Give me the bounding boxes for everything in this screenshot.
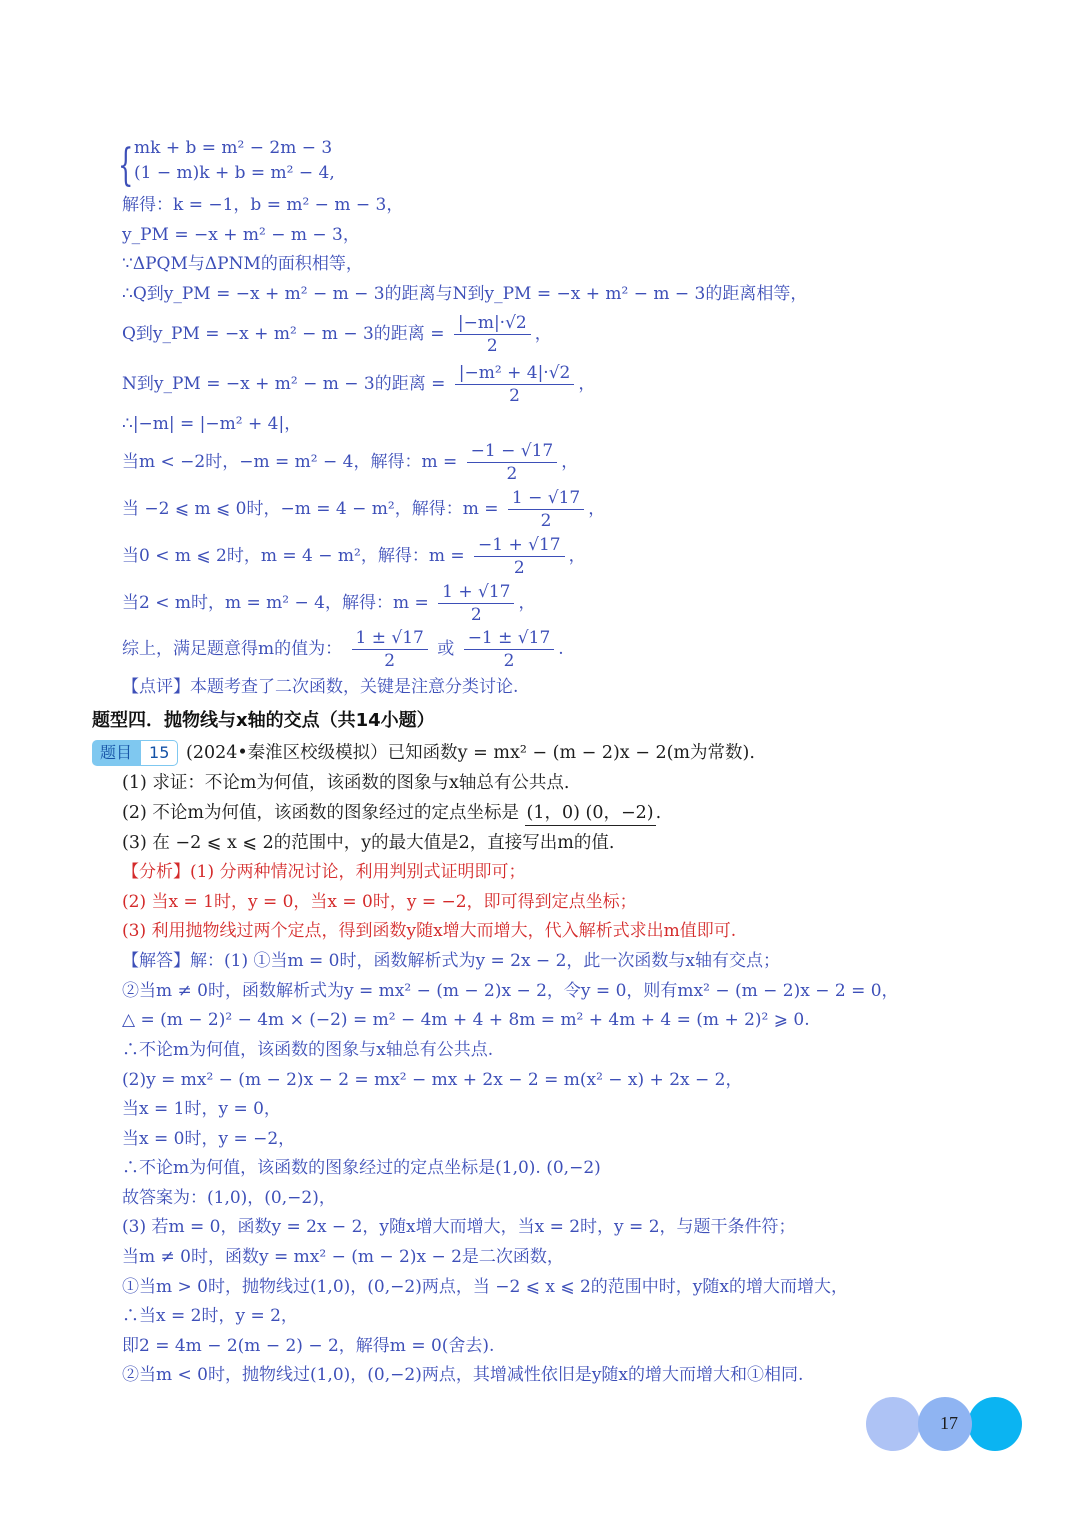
answer-line: ②当m ≠ 0时，函数解析式为y = mx² − (m − 2)x − 2，令y = 0，则有mx² − (m − 2)x − 2 = 0， (122, 981, 899, 1001)
solution-fraction-line: 当 −2 ⩽ m ⩽ 0时，−m = 4 − m²，解得：m = $\frac{1 - √17}{2}$ ， (122, 488, 606, 531)
solution-fraction-line: 当m < −2时，−m = m² − 4，解得：m = $\frac{-1 - √17}{2}$ ， (122, 441, 579, 484)
answer-line: 即2 = 4m − 2(m − 2) − 2，解得m = 0(舍去). (122, 1336, 495, 1356)
analysis-line: 【分析】(1) 分两种情况讨论，利用判别式证明即可； (122, 862, 526, 882)
system-equation-1: mk + b = m² − 2m − 3 (134, 138, 333, 158)
question-2-text: (2) 不论m为何值，该函数的图象经过的定点坐标是 (122, 803, 519, 823)
solution-line: 解得：k = −1，b = m² − m − 3， (122, 195, 404, 215)
question-2 (122, 801, 661, 826)
answer-line: △ = (m − 2)² − 4m × (−2) = m² − 4m + 4 + 8m = m² + 4m + 4 = (m + 2)² ⩾ 0. (122, 1010, 810, 1030)
denominator: 2 (509, 386, 520, 406)
answer-line: ①当m > 0时，抛物线过(1,0)，(0,−2)两点，当 −2 ⩽ x ⩽ 2的范围中时，y随x的增大而增大， (122, 1277, 848, 1297)
line-prefix: N到y_PM = −x + m² − m − 3的距离 = (122, 374, 446, 394)
system-equation-2-text: (1 − m)k + b = m² − 4 (134, 163, 330, 183)
denominator: 2 (503, 651, 515, 671)
denominator: 2 (540, 511, 552, 531)
solution-line: ∴Q到y_PM = −x + m² − m − 3的距离与N到y_PM = −x + m² − m − 3的距离相等， (122, 284, 808, 304)
denominator: 2 (384, 651, 396, 671)
answer-line: ∴不论m为何值，该函数的图象经过的定点坐标是(1,0). (0,−2) (122, 1158, 601, 1178)
line-prefix: 当2 < m时，m = m² − 4，解得：m = (122, 593, 429, 613)
denominator: 2 (506, 464, 518, 484)
numerator: −1 ± √17 (464, 627, 555, 650)
answer-line: 【解答】解：(1) ①当m = 0时，函数解析式为y = 2x − 2，此一次函数与x轴有交点； (122, 951, 780, 971)
answer-line: 当x = 0时，y = −2， (122, 1129, 296, 1149)
denominator: 2 (470, 605, 482, 625)
numerator: |−m|·√2 (454, 312, 531, 335)
line-prefix: 当0 < m ⩽ 2时，m = 4 − m²，解得：m = (122, 546, 465, 566)
problem-tag (92, 740, 178, 766)
numerator: −1 − √17 (467, 440, 558, 463)
fraction (438, 581, 514, 626)
comment-line: 【点评】本题考查了二次函数，关键是注意分类讨论. (122, 677, 519, 697)
question-2-end: . (655, 803, 662, 823)
answer-line: 故答案为：(1,0)，(0,−2)， (122, 1188, 336, 1208)
or-word: 或 (437, 639, 455, 659)
solution-line: ∴|−m| = |−m² + 4|， (122, 414, 302, 434)
answer-line: ∴当x = 2时，y = 2， (122, 1306, 298, 1326)
solution-fraction-line: 综上，满足题意得m的值为： $\frac{1 \pm √17}{2}$ 或 $\frac{-1 \pm √17}{2}$ . (122, 628, 564, 671)
section-heading: 题型四．抛物线与x轴的交点（共14小题） (92, 710, 435, 731)
problem-stem: (2024•秦淮区校级模拟）已知函数y = mx² − (m − 2)x − 2(m为常数). (186, 743, 755, 763)
left-brace: { (118, 140, 134, 191)
numerator: 1 ± √17 (352, 627, 428, 650)
problem-tag-number: 15 (140, 740, 178, 766)
numerator: |−m² + 4|·√2 (455, 362, 575, 385)
solution-fraction-line: N到y_PM = −x + m² − m − 3的距离 = $\frac{\text{|−m² + 4|·√2}}{2}$ ， (122, 363, 596, 406)
solution-fraction-line: 当0 < m ⩽ 2时，m = 4 − m²，解得：m = $\frac{-1 + √17}{2}$ ， (122, 535, 586, 578)
answer-line: 当m ≠ 0时，函数y = mx² − (m − 2)x − 2是二次函数， (122, 1247, 564, 1267)
solution-fraction-line: Q到y_PM = −x + m² − m − 3的距离 = $\frac{|-m|\cdot√2}{2}$ ， (122, 313, 552, 356)
solution-line: y_PM = −x + m² − m − 3， (122, 225, 360, 245)
solution-fraction-line: 当2 < m时，m = m² − 4，解得：m = $\frac{1 + √17}{2}$ ， (122, 582, 536, 625)
line-prefix: 当 −2 ⩽ m ⩽ 0时，−m = 4 − m²，解得：m = (122, 499, 499, 519)
line-prefix: Q到y_PM = −x + m² − m − 3的距离 = (122, 324, 445, 344)
analysis-line: (3) 利用抛物线过两个定点，得到函数y随x增大而增大，代入解析式求出m值即可. (122, 921, 737, 941)
system-comma: , (329, 163, 335, 183)
answer-blank: (1，0) (0，−2) (525, 801, 656, 826)
decor-circle-right (968, 1397, 1022, 1451)
fraction (464, 627, 555, 672)
fraction (508, 487, 584, 532)
numerator: 1 + √17 (438, 581, 514, 604)
question-3: (3) 在 −2 ⩽ x ⩽ 2的范围中，y的最大值是2，直接写出m的值. (122, 833, 615, 853)
answer-line: ∴不论m为何值，该函数的图象与x轴总有公共点. (122, 1040, 494, 1060)
question-1: (1) 求证：不论m为何值，该函数的图象与x轴总有公共点. (122, 773, 570, 793)
fraction (474, 534, 565, 579)
problem-tag-label: 题目 (92, 740, 140, 766)
line-prefix: 综上，满足题意得m的值为： (122, 639, 343, 659)
fraction (455, 362, 575, 407)
decor-circle-left (866, 1397, 920, 1451)
system-equation-2 (134, 163, 335, 183)
numerator: −1 + √17 (474, 534, 565, 557)
denominator: 2 (513, 558, 525, 578)
line-prefix: 当m < −2时，−m = m² − 4，解得：m = (122, 452, 458, 472)
fraction (467, 440, 558, 485)
answer-line: ②当m < 0时，抛物线过(1,0)，(0,−2)两点，其增减性依旧是y随x的增大而增大和①相同. (122, 1365, 804, 1385)
denominator: 2 (486, 336, 498, 356)
page-number: 17 (940, 1413, 958, 1433)
analysis-line: (2) 当x = 1时，y = 0，当x = 0时，y = −2，即可得到定点坐标； (122, 892, 637, 912)
solution-line: ∵ΔPQM与ΔPNM的面积相等， (122, 254, 363, 274)
numerator: 1 − √17 (508, 487, 584, 510)
answer-line: (2)y = mx² − (m − 2)x − 2 = mx² − mx + 2x − 2 = m(x² − x) + 2x − 2， (122, 1070, 743, 1090)
answer-line: (3) 若m = 0，函数y = 2x − 2，y随x增大而增大，当x = 2时，y = 2，与题干条件符； (122, 1217, 796, 1237)
answer-line: 当x = 1时，y = 0， (122, 1099, 281, 1119)
fraction (454, 312, 531, 357)
fraction (352, 627, 428, 672)
